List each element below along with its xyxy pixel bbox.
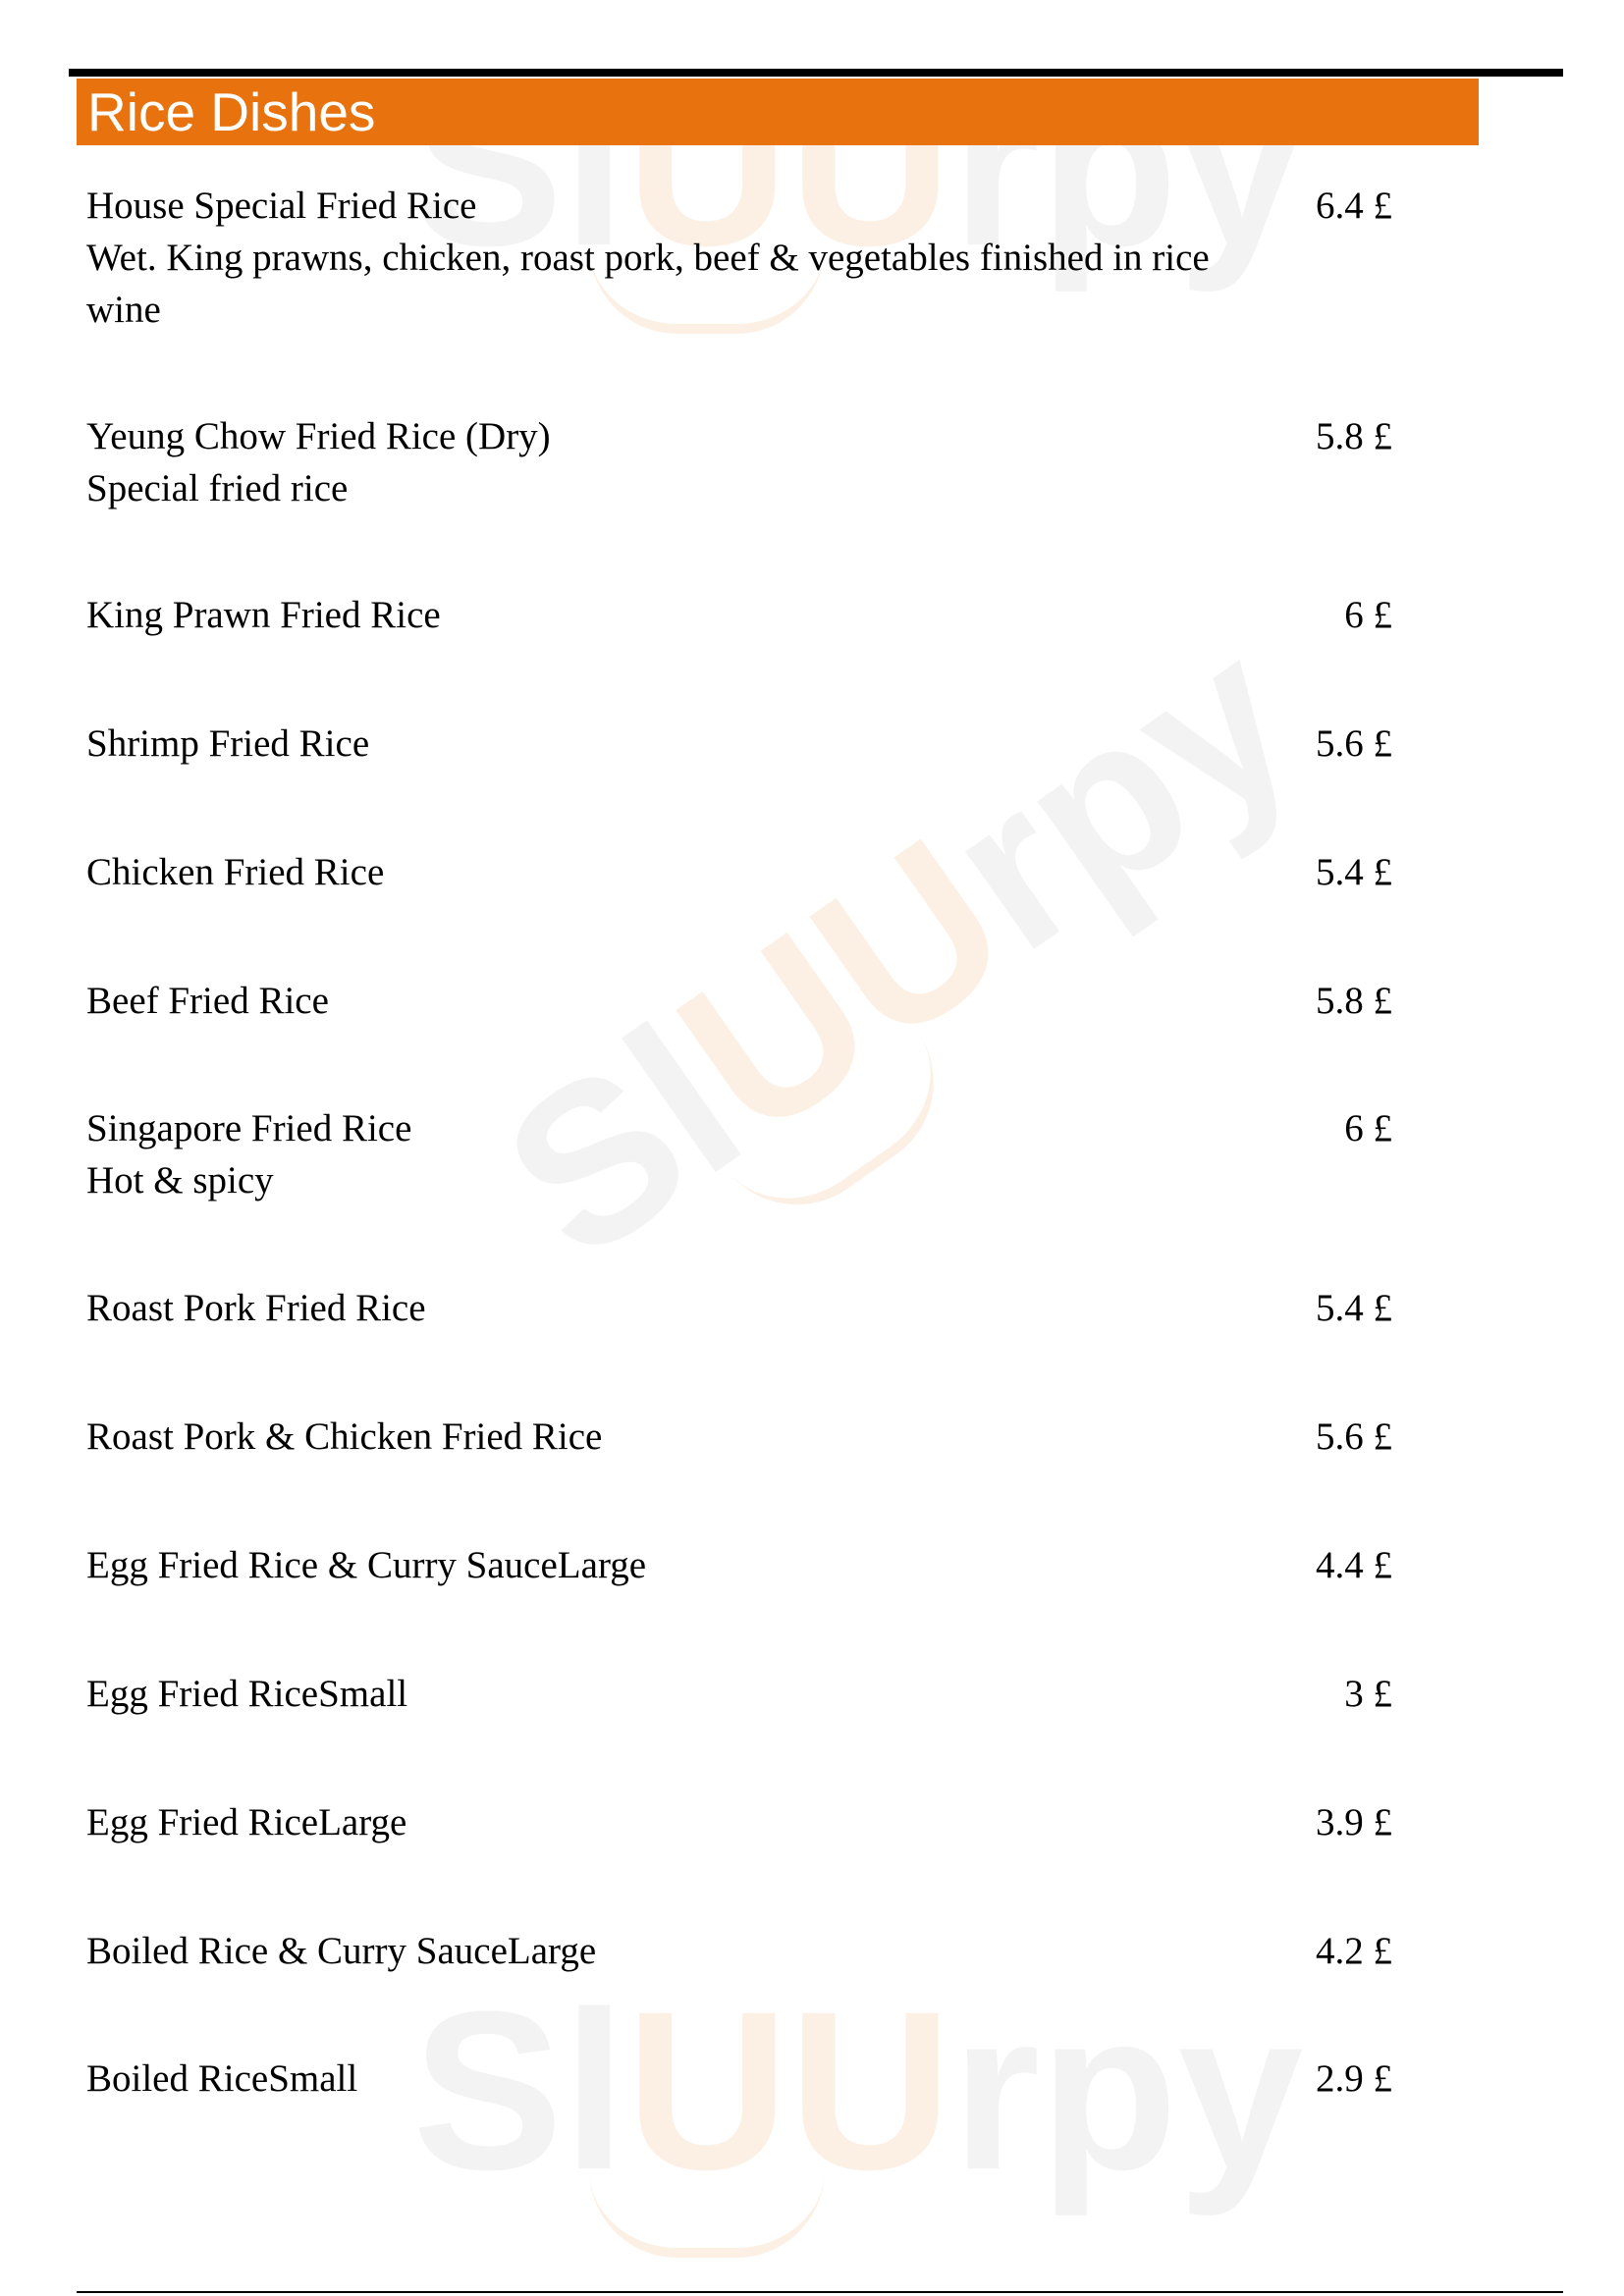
item-name: Shrimp Fried Rice — [86, 722, 370, 765]
item-price: 2.9 £ — [1316, 2057, 1392, 2100]
slurpy-watermark-logo: SlUUrpy — [412, 1963, 1303, 2218]
item-description: Special fried rice — [86, 467, 349, 509]
item-name: Boiled Rice & Curry SauceLarge — [86, 1930, 597, 1972]
item-name: Roast Pork Fried Rice — [86, 1287, 426, 1329]
menu-item — [86, 846, 1392, 898]
item-price: 6 £ — [1344, 594, 1392, 636]
menu-item — [86, 1796, 1392, 1848]
item-description: Wet. King prawns, chicken, roast pork, beef & vegetables finished in rice wine — [86, 237, 1210, 331]
item-price: 3.9 £ — [1316, 1801, 1392, 1843]
item-name: Beef Fried Rice — [86, 980, 329, 1022]
menu-item — [86, 180, 1392, 336]
item-price: 3 £ — [1344, 1673, 1392, 1715]
item-name: Egg Fried RiceLarge — [86, 1801, 407, 1843]
menu-item — [86, 1925, 1392, 1977]
item-name: King Prawn Fried Rice — [86, 594, 441, 636]
item-price: 4.4 £ — [1316, 1544, 1392, 1586]
menu-item — [86, 2053, 1392, 2105]
section-title: Rice Dishes — [77, 79, 1479, 145]
item-name: Roast Pork & Chicken Fried Rice — [86, 1415, 603, 1458]
item-price: 5.8 £ — [1316, 415, 1392, 457]
item-price: 5.4 £ — [1316, 1287, 1392, 1329]
menu-item — [86, 1668, 1392, 1720]
slurpy-watermark-logo: SlUUrpy — [412, 39, 1303, 294]
watermark-smile-icon — [589, 2169, 825, 2258]
top-rule — [69, 69, 1563, 77]
item-name: Yeung Chow Fried Rice (Dry) — [86, 415, 551, 457]
slurpy-watermark-logo: SlUUrpy — [461, 589, 1337, 1308]
menu-item — [86, 1539, 1392, 1591]
item-price: 5.8 £ — [1316, 980, 1392, 1022]
item-name: Egg Fried RiceSmall — [86, 1673, 408, 1715]
menu-item — [86, 1102, 1392, 1206]
bottom-rule — [77, 2291, 1563, 2293]
item-name: Boiled RiceSmall — [86, 2057, 358, 2100]
menu-item — [86, 1411, 1392, 1463]
item-price: 6.4 £ — [1316, 185, 1392, 227]
item-price: 5.6 £ — [1316, 1415, 1392, 1458]
menu-item — [86, 975, 1392, 1027]
item-price: 5.4 £ — [1316, 851, 1392, 893]
item-name: Chicken Fried Rice — [86, 851, 385, 893]
item-name: House Special Fried Rice — [86, 185, 477, 227]
item-price: 4.2 £ — [1316, 1930, 1392, 1972]
item-name: Singapore Fried Rice — [86, 1107, 412, 1149]
menu-item — [86, 410, 1392, 514]
menu-item — [86, 589, 1392, 641]
item-price: 5.6 £ — [1316, 722, 1392, 765]
item-price: 6 £ — [1344, 1107, 1392, 1149]
item-description: Hot & spicy — [86, 1159, 274, 1201]
menu-item — [86, 1282, 1392, 1334]
menu-item — [86, 718, 1392, 770]
item-name: Egg Fried Rice & Curry SauceLarge — [86, 1544, 647, 1586]
